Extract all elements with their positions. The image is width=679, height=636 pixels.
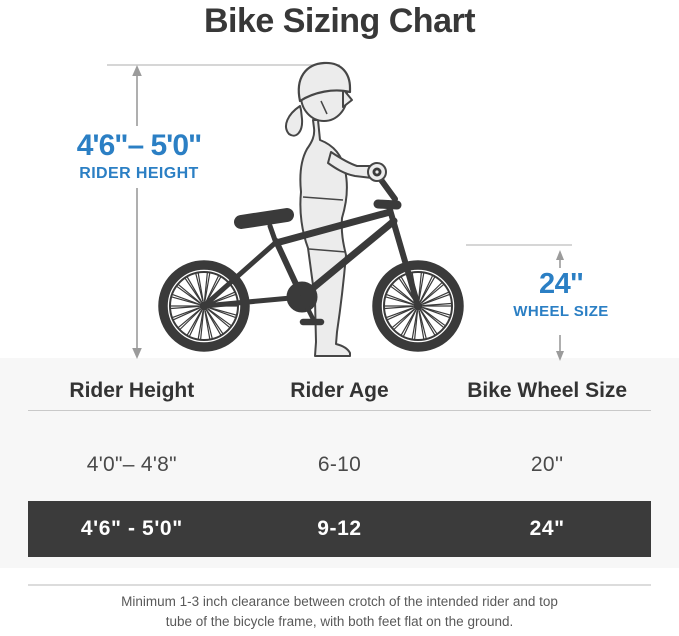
cell-wheel: 20'' — [530, 453, 564, 476]
wheel-size-dimension — [496, 268, 626, 320]
saddle — [241, 215, 287, 222]
rider-height-dimension — [54, 126, 224, 188]
page-title: Bike Sizing Chart — [203, 2, 476, 40]
cell-age: 9-12 — [317, 517, 362, 540]
header-bike-wheel-size: Bike Wheel Size — [467, 379, 628, 402]
bike-illustration — [0, 55, 679, 375]
table-row — [28, 440, 651, 490]
header-divider — [28, 410, 651, 411]
rider-height-value: 4'6"– 5'0" — [76, 129, 202, 162]
footnote-line-2: tube of the bicycle frame, with both feet flat on the ground. — [165, 613, 514, 629]
wheel-up-arrow — [556, 250, 564, 268]
sizing-table-header — [28, 374, 651, 408]
header-rider-height: Rider Height — [69, 379, 195, 402]
footnote — [0, 592, 679, 631]
wheel-size-value: 24'' — [538, 268, 584, 300]
wheel-size-label: WHEEL SIZE — [513, 303, 609, 320]
footer-divider — [28, 584, 651, 586]
rider-hand — [368, 163, 386, 181]
ponytail — [286, 106, 302, 136]
rider-height-arrow — [132, 65, 142, 359]
footnote-line-1: Minimum 1-3 inch clearance between crotch of the intended rider and top — [121, 594, 558, 609]
cell-wheel: 24" — [529, 517, 565, 540]
header-rider-age: Rider Age — [290, 379, 389, 402]
rider-height-label: RIDER HEIGHT — [79, 165, 199, 182]
cell-height: 4'6" - 5'0" — [80, 517, 183, 540]
table-row-highlighted — [28, 501, 651, 557]
wheel-down-arrow — [556, 335, 564, 361]
cell-height: 4'0"– 4'8" — [86, 453, 177, 476]
cell-age: 6-10 — [317, 453, 362, 476]
